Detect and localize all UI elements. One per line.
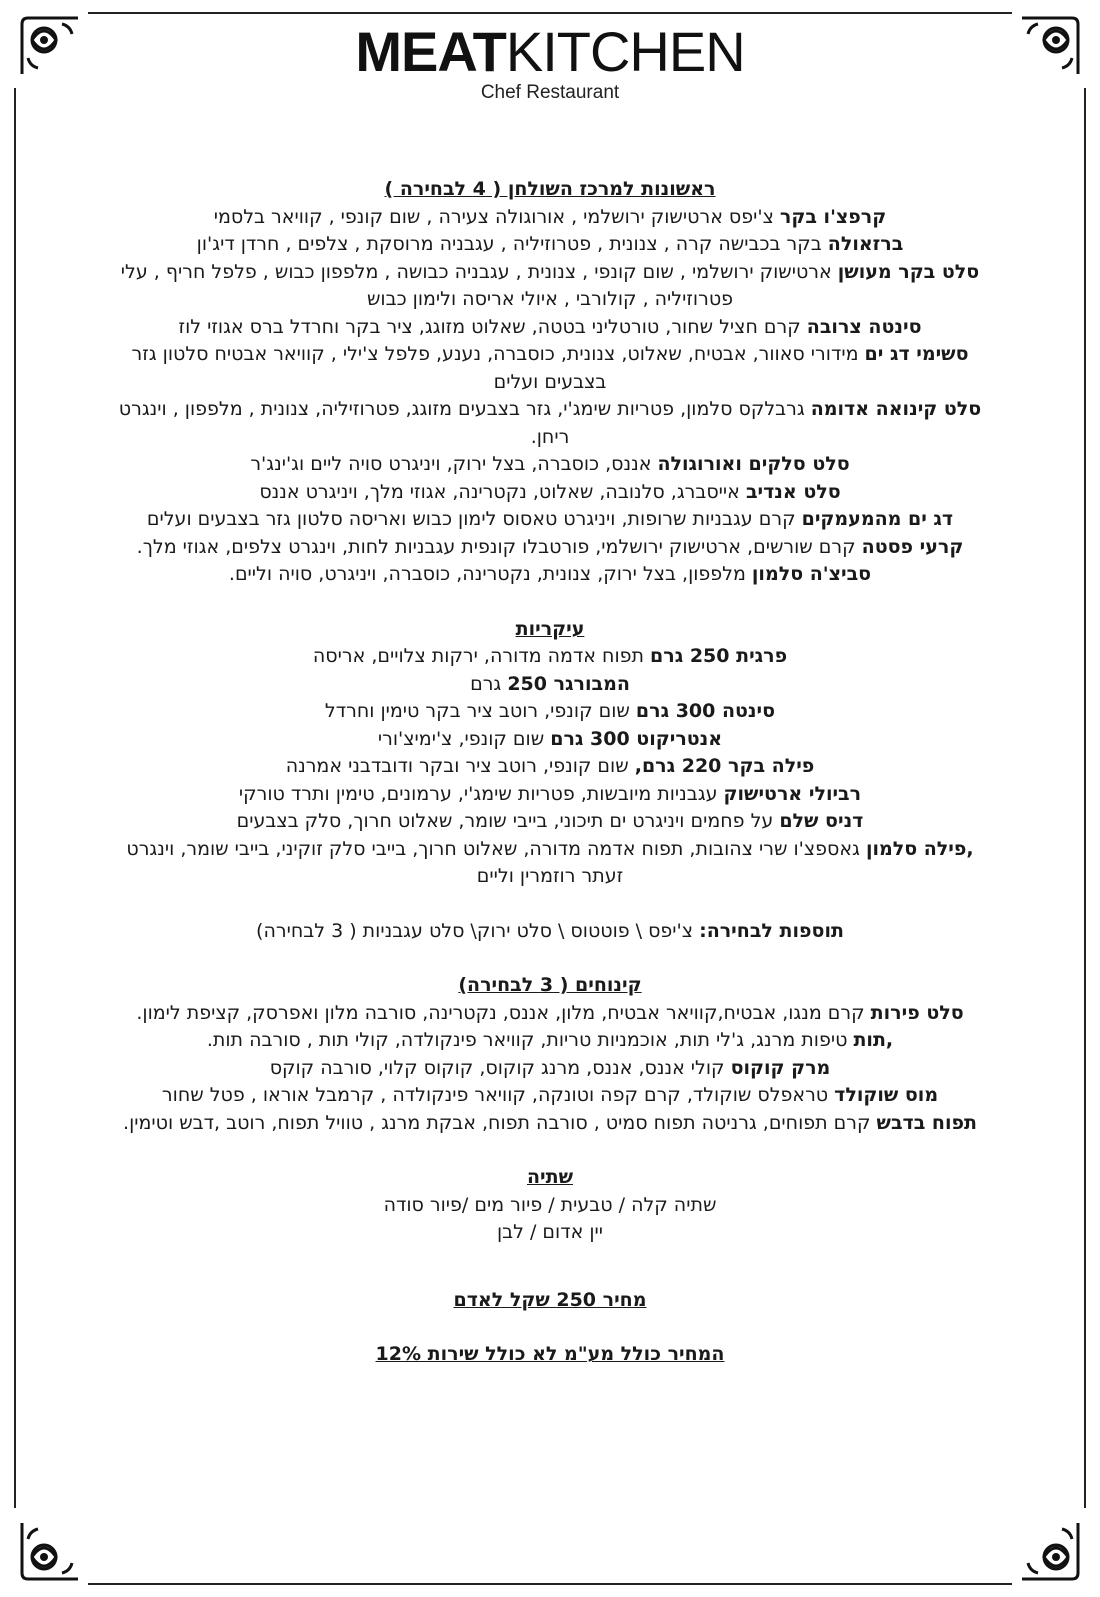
menu-item [110,698,990,726]
brand-subtitle: Chef Restaurant [480,82,620,103]
mains-heading: עיקריות [515,617,585,640]
drinks-line: יין אדום / לבן [496,1221,603,1243]
frame-right-line [1084,88,1086,1508]
menu-item [110,259,990,314]
item-name: סינטה צרובה [806,315,922,338]
sides-label: תוספות לבחירה: [699,919,844,942]
item-name: ברזאולה [827,233,904,255]
item-name: המבורגר 250 [507,672,630,695]
item-name: פרגית 250 גרם [650,645,788,667]
menu-body [110,176,990,1369]
item-name: דג ים מהמעמקים [801,508,954,530]
menu-item [110,231,990,259]
starters-heading: ראשונות למרכז השולחן ( 4 לבחירה ) [384,178,716,200]
menu-item [110,479,990,507]
item-desc: בקר בכבישה קרה , צנונית , פטרוזיליה , עגבניה מרוסקת , צלפים , חרדן דיג'ון [196,233,822,255]
item-desc: מלפפון, בצל ירוק, צנונית, נקטרינה, כוסברה, ויניגרט, סויה וליים. [228,563,746,585]
menu-item [110,808,990,836]
item-name: דניס שלם [779,810,864,832]
item-desc: אננס, כוסברה, בצל ירוק, ויניגרט סויה ליים וג'ינג'ר [250,453,652,475]
item-desc: טיפות מרנג, ג'לי תות, אוכמניות טריות, קוויאר פינקולדה, קולי תות , סורבה תות. [206,1029,848,1051]
item-desc: צ'יפס ארטישוק ירושלמי , אורוגולה צעירה , שום קונפי , קוויאר בלסמי [213,205,774,228]
menu-item [110,1110,990,1138]
item-name: פילה בקר 220 גרם, [634,755,815,777]
corner-ornament-icon [1018,1519,1082,1583]
menu-item [110,451,990,479]
item-name: ,פילה סלמון [865,837,974,860]
item-name: סלט סלקים ואורוגולה [657,453,850,475]
item-name: סלט קינואה אדומה [810,398,982,420]
item-name: סינטה 300 גרם [635,700,776,722]
drinks-line: שתיה קלה / טבעית / פיור מים /פיור סודה [383,1193,717,1216]
item-name: סשימי דג ים [864,343,969,365]
menu-item [110,561,990,589]
menu-item [110,781,990,809]
item-desc: עגבניות מיובשות, פטריות שימג'י, ערמונים, טימין ותרד טורקי [238,782,718,805]
item-name: תפוח בדבש [876,1111,977,1134]
desserts-heading: קינוחים ( 3 לבחירה) [458,974,642,996]
menu-item [110,506,990,534]
item-desc: גאספצ'ו שרי צהובות, תפוח אדמה מדורה, שאלוט חרוך, בייבי סלק זוקיני, בייבי שומר, וינגרט זעתר רוזמרין וליים [126,837,860,887]
drinks-heading: שתיה [526,1166,574,1188]
brand-name [0,22,1100,82]
menu-item [110,534,990,562]
service-note: המחיר כולל מע"מ לא כולל שירות 12% [375,1343,725,1365]
item-desc: תפוח אדמה מדורה, ירקות צלויים, אריסה [312,645,644,667]
item-desc: גרבלקס סלמון, פטריות שימג'י, גזר בצבעים מזוגג, פטרוזיליה, צנונית , מלפפון , וינגרט ריחן. [118,398,805,448]
menu-item [110,314,990,342]
sides-text: צ'יפס \ פוטטוס \ סלט ירוק\ סלט עגבניות ( 3 לבחירה) [256,919,694,942]
frame-left-line [14,88,16,1508]
item-desc: שום קונפי, צ'ימיצ'ורי [377,727,545,750]
menu-item [110,1000,990,1028]
menu-item [110,643,990,671]
item-desc: ארטישוק ירושלמי , שום קונפי , צנונית , עגבניה כבושה , מלפפון כבוש , פלפל חריף , עלי פטרוזיליה , קולורבי , איולי אריסה ולימון כבוש [120,260,832,310]
item-name: אנטריקוט 300 גרם [550,727,723,750]
corner-ornament-icon [18,1519,82,1583]
item-desc: גרם [470,672,502,695]
brand-name-bold: MEAT [355,20,506,83]
item-desc: קרם עגבניות שרופות, ויניגרט טאסוס לימון כבוש ואריסה סלטון גזר בצבעים ועלים [146,508,796,530]
item-name: קרעי פסטה [861,535,964,558]
item-desc: שום קונפי, רוטב ציר בקר טימין וחרדל [324,700,630,722]
frame-bottom-line [88,1583,1012,1585]
menu-item [110,396,990,451]
brand-logo [0,22,1100,104]
item-desc: קרם חציל שחור, טורטליני בטטה, שאלוט מזוגג, ציר בקר וחרדל ברס אגוזי לוז [178,315,801,338]
menu-item [110,1082,990,1110]
menu-item [110,1055,990,1083]
item-desc: קרם תפוחים, גרניטה תפוח סמיט , סורבה תפוח, אבקת מרנג , טוויל תפוח, רוטב ,דבש וטימין. [123,1111,871,1134]
item-name: קרפצ'ו בקר [779,205,887,228]
item-desc: קולי אננס, אננס, מרנג קוקוס, קוקוס קלוי, סורבה קוקס [269,1056,725,1079]
menu-item [110,836,990,891]
item-desc: מידורי סאוור, אבטיח, שאלוט, צנונית, כוסברה, נענע, פלפל צ'ילי , קוויאר אבטיח סלטון גזר בצבעים ועלים [131,343,859,393]
item-desc: קרם שורשים, ארטישוק ירושלמי, פורטבלו קונפית עגבניות לחות, וינגרט צלפים, אגוזי מלך. [136,535,856,558]
brand-name-light: KITCHEN [505,20,745,83]
menu-item [110,204,990,232]
menu-item [110,671,990,699]
item-name: סלט פירות [870,1001,964,1024]
item-name: מוס שוקולד [834,1084,939,1106]
item-desc: על פחמים ויניגרט ים תיכוני, בייבי שומר, שאלוט חרוך, סלק בצבעים [236,810,774,832]
menu-item [110,753,990,781]
menu-item [110,341,990,396]
item-name: ,תות [853,1029,894,1051]
frame-top-line [88,12,1012,14]
item-name: מרק קוקוס [730,1056,831,1079]
menu-item [110,1027,990,1055]
menu-item [110,726,990,754]
item-desc: קרם מנגו, אבטיח,קוויאר אבטיח, מלון, אננס, נקטרינה, סורבה מלון ואפרסק, קציפת לימון. [136,1001,865,1024]
sides-line [110,918,990,946]
item-name: רביולי ארטישוק [723,782,862,805]
item-desc: אייסברג, סלנובה, שאלוט, נקטרינה, אגוזי מלך, ויניגרט אננס [259,480,740,503]
item-desc: טראפלס שוקולד, קרם קפה וטונקה, קוויאר פינקולדה , קרמבל אוראו , פטל שחור [161,1084,829,1106]
item-desc: שום קונפי, רוטב ציר ובקר ודובדבני אמרנה [285,755,629,777]
item-name: סלט אנדיב [745,480,841,503]
item-name: סביצ'ה סלמון [751,563,872,585]
item-name: סלט בקר מעושן [837,260,980,283]
price-line: מחיר 250 שקל לאדם [453,1288,647,1311]
